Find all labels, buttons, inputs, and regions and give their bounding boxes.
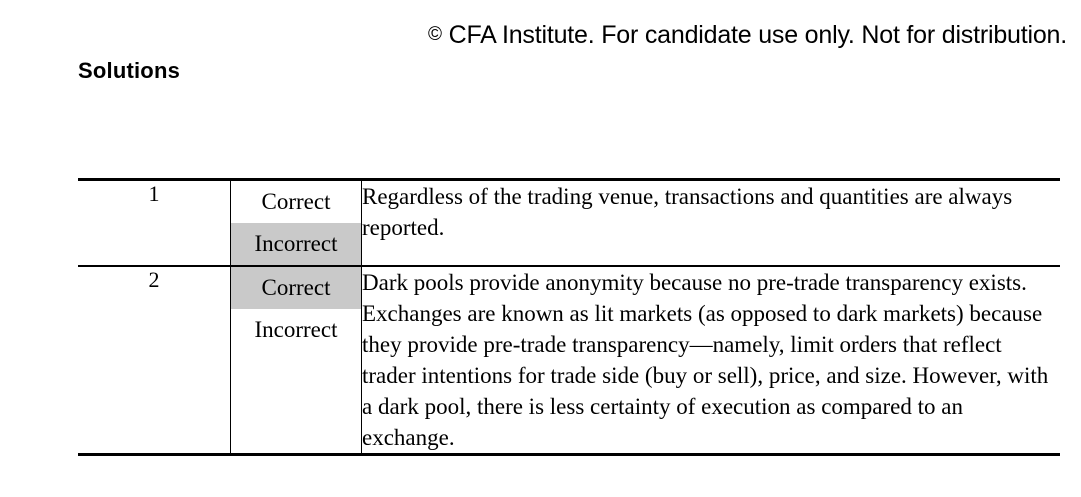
- explanation-cell: [362, 180, 1061, 267]
- table-bottom-rule: [78, 455, 1060, 457]
- table-row: [78, 266, 1060, 455]
- copyright-symbol: ©: [428, 24, 442, 45]
- choice-correct[interactable]: Correct: [231, 267, 361, 309]
- explanation-text: Regardless of the trading venue, transactions and quantities are always reported.: [362, 184, 1013, 240]
- row-number: 1: [78, 180, 231, 267]
- solutions-table: [78, 178, 1060, 456]
- copyright-text: CFA Institute. For candidate use only. Not for distribution.: [441, 21, 1067, 49]
- explanation-cell: [362, 266, 1061, 455]
- copyright-notice: [0, 20, 1067, 50]
- choice-incorrect[interactable]: Incorrect: [231, 223, 361, 265]
- choice-correct[interactable]: Correct: [261, 189, 331, 214]
- table-row: [78, 180, 1060, 267]
- answer-choices: [231, 180, 362, 267]
- answer-choices: [231, 266, 362, 455]
- page-title: Solutions: [78, 58, 181, 83]
- choice-incorrect[interactable]: Incorrect: [254, 317, 338, 342]
- table-bottom-rule-row: [78, 455, 1060, 457]
- explanation-text: Dark pools provide anonymity because no pre-trade transparency exists. Exchanges are known as lit markets (as opposed to dark markets) because they provide pre-trade transparency—namely, limit orders that reflect trader intentions for trade side (buy or sell), price, and size. However, with a dark pool, there is less certainty of execution as compared to an exchange.: [362, 270, 1049, 450]
- row-number: 2: [78, 266, 231, 455]
